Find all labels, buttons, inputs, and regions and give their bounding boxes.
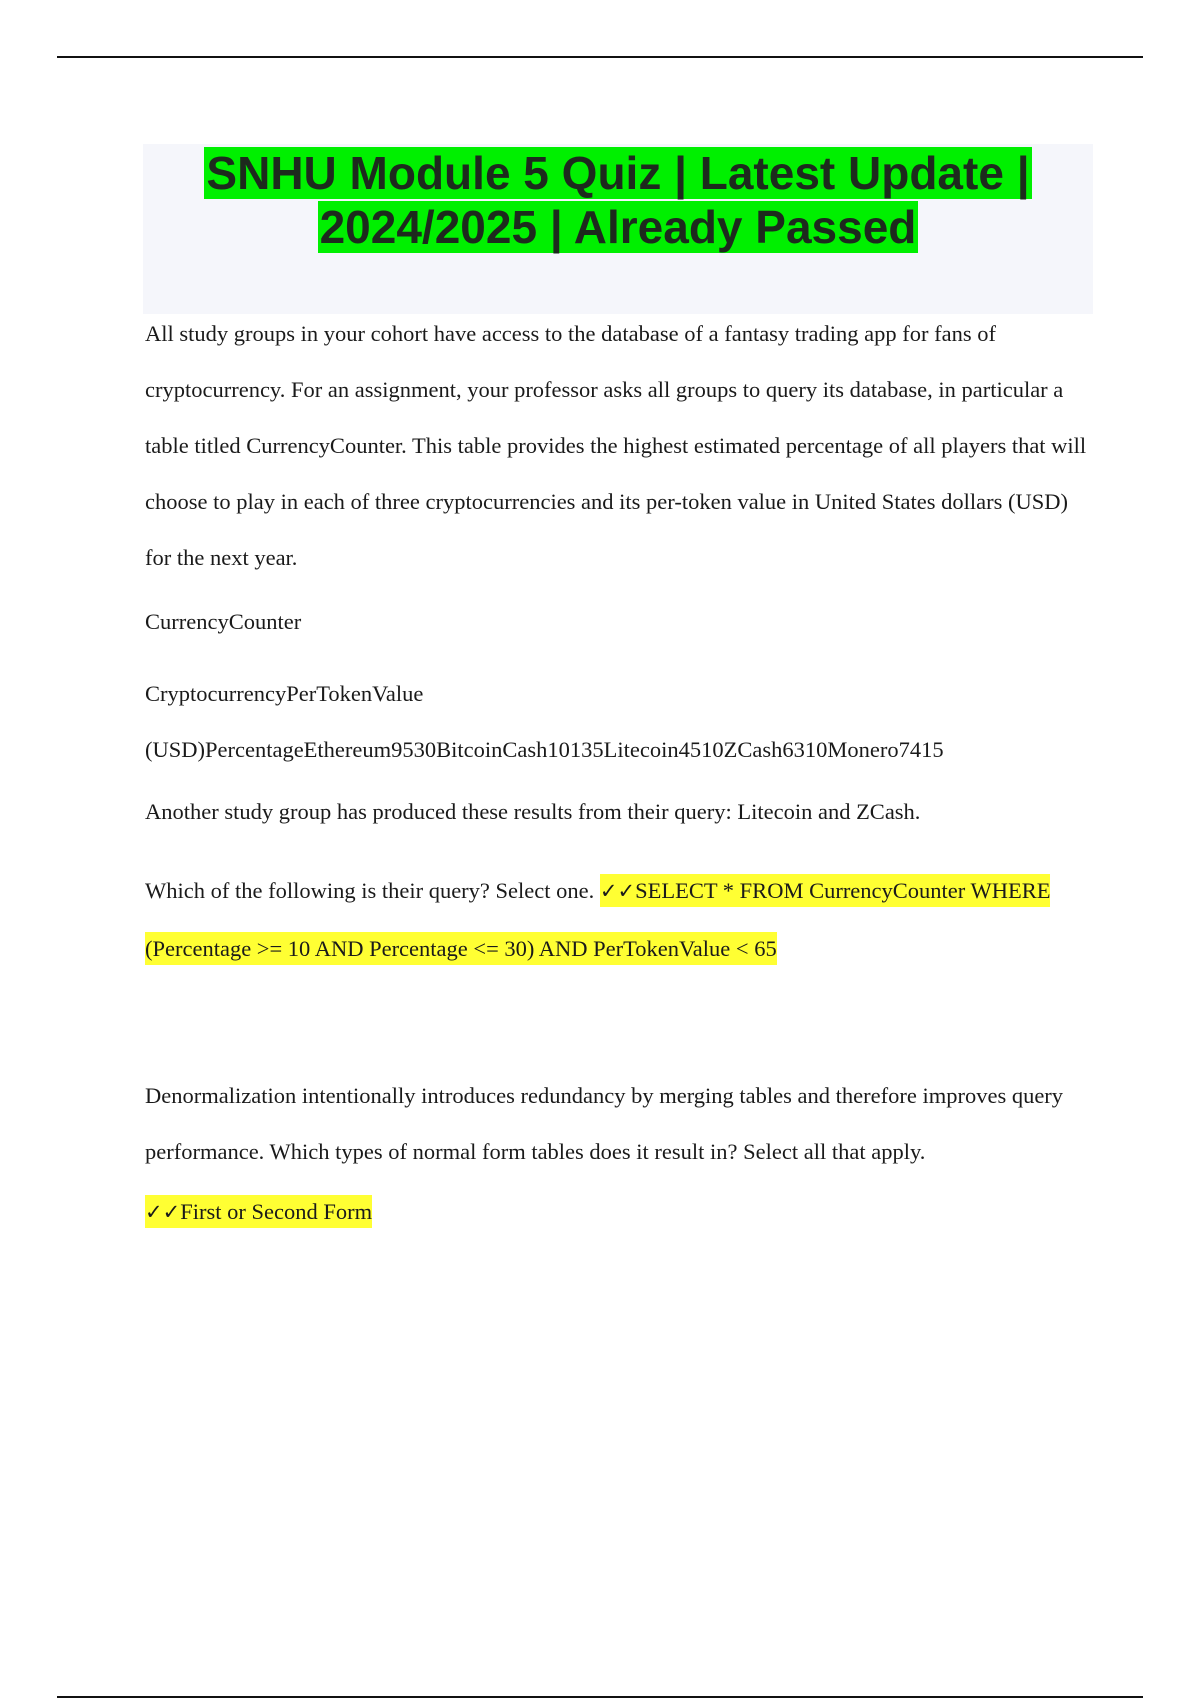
table-data-line: (USD)PercentageEthereum9530BitcoinCash10135Litecoin4510ZCash6310Monero7415 <box>145 737 944 762</box>
question-1-intro: All study groups in your cohort have access to the database of a fantasy trading app for fans of cryptocurrency. For an assignment, your professor asks all groups to query its database, in particular a table titled CurrencyCounter. This table provides the highest estimated percentage of all players that will choose to play in each of three cryptocurrencies and its per-token value in United States dollars (USD) for the next year. <box>145 321 1087 570</box>
answer-part-2: WHERE (Percentage >= 10 AND Percentage <= 30) AND PerTokenValue < 65 <box>145 878 1051 961</box>
question-1-prompt <box>145 862 1095 978</box>
title-line-2: 2024/2025 | Already Passed <box>319 201 917 253</box>
answer-text: First or Second Form <box>180 1199 373 1224</box>
document-title <box>143 146 1093 254</box>
question-2-answer <box>145 1195 372 1228</box>
bottom-divider <box>57 1696 1143 1698</box>
table-header-line: CryptocurrencyPerTokenValue <box>145 681 424 706</box>
question-2-answer-line <box>145 1184 1095 1240</box>
table-content <box>145 666 1095 778</box>
answer-part-1: SELECT * FROM CurrencyCounter <box>635 878 966 903</box>
table-name: CurrencyCounter <box>145 609 302 634</box>
question-2-prompt: Denormalization intentionally introduces redundancy by merging tables and therefore improves query performance. Which types of normal form tables does it result in? Select all that apply. <box>145 1083 1064 1164</box>
document-body <box>145 306 1095 1240</box>
checkmark-icon: ✓✓ <box>145 1200 181 1224</box>
question-1-text: Which of the following is their query? Select one. <box>145 878 595 903</box>
question-1-context: Another study group has produced these results from their query: Litecoin and ZCash. <box>145 799 921 824</box>
title-line-1: SNHU Module 5 Quiz | Latest Update | <box>206 147 1030 199</box>
checkmark-icon: ✓✓ <box>599 879 636 903</box>
top-divider <box>57 56 1143 58</box>
